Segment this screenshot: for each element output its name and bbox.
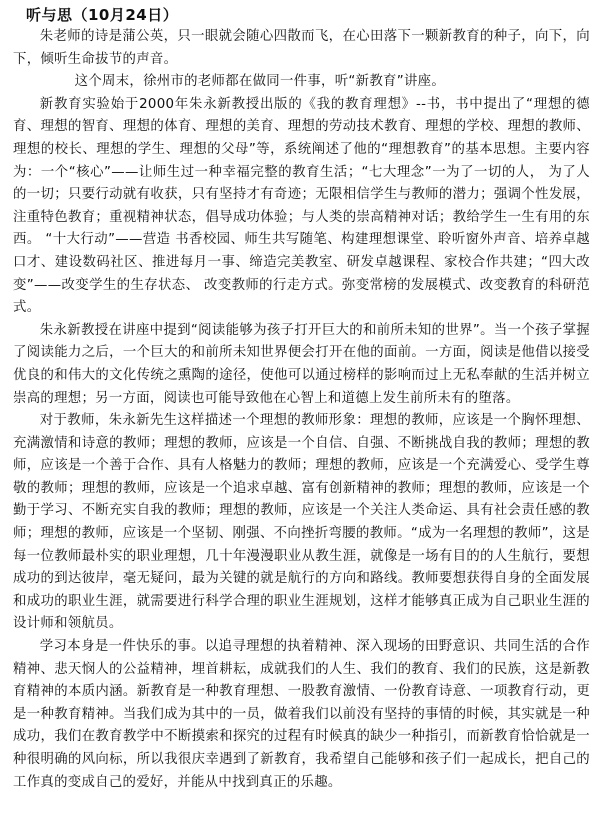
paragraph-4: 朱永新教授在讲座中提到“阅读能够为孩子打开巨大的和前所未知的世界”。当一个孩子掌握了阅读能力之后，一个巨大的和前所未知世界便会打开在他的面前。一方面，阅读是他借以接受优良的和伟大的文化传统之熏陶的途径，使他可以通过榜样的影响而过上无私奉献的生活并树立崇高的理想；另一方面，阅读也可能导致他在心智上和道德上发生前所未有的堕落。 bbox=[13, 322, 590, 406]
paragraph-3: 新教育实验始于2000年朱永新教授出版的《我的教育理想》--书，书中提出了“理想的德育、理想的智育、理想的体育、理想的美育、理想的劳动技术教育、理想的学校、理想的教师、理想的校长、理想的学生、理想的父母”等，系统阐述了他的“理想教育”的基本思想。主要内容为：一个“核心”——让师生过一种幸福完整的教育生活；“七大理念”一为了一切的人， 为了人的一切；只要行动就有收获，只有坚持才有奇迹；无限相信学生与教师的潜力；强调个性发展，注重特色教育；重视精神状态，倡导成功体验；与人类的崇高精神对话；教给学生一生有用的东西。 “十大行动”——营造 书香校园、师生共写随笔、构建理想课堂、聆听窗外声音、培养卓越口才、建设数码社区、推进每月一事、缔造完美教室、研发卓越课程、家校合作共建；“四大改变”——改变学生的生存状态、 改变教师的行走方式。弥变常榜的发展模式、改变教育的科研范式。 bbox=[13, 96, 590, 316]
paragraph-6: 学习本身是一件快乐的事。以追寻理想的执着精神、深入现场的田野意识、共同生活的合作精神、悲天悯人的公益精神，埋首耕耘，成就我们的人生、我们的教育、我们的民族，这是新教育精神的本质内涵。新教育是一种教育理想、一股教育激情、一份教育诗意、一项教育行动，更是一种教育精神。当我们成为其中的一员，做着我们以前没有坚持的事情的时候，其实就是一种成功，我们在教育教学中不断摸索和探究的过程有时候真的缺少一种指引，而新教育恰恰就是一种很明确的风向标，所以我很庆幸遇到了新教育，我希望自己能够和孩子们一起成长，把自己的工作真的变成自己的爱好，并能从中找到真正的乐趣。 bbox=[13, 639, 590, 790]
paragraph-2: 这个周末，徐州市的老师都在做同一件事，听“新教育”讲座。 bbox=[74, 74, 446, 90]
paragraph-5: 对于教师，朱永新先生这样描述一个理想的教师形象：理想的教师，应该是一个胸怀理想、充满激情和诗意的教师；理想的教师，应该是一个自信、自强、不断挑战自我的教师；理想的教师，应该是一个善于合作、具有人格魅力的教师；理想的教师，应该是一个充满爱心、受学生尊敬的教师；理想的教师，应该是一个追求卓越、富有创新精神的教师；理想的教师，应该是一个勤于学习、不断充实自我的教师；理想的教师，应该是一个关注人类命运、具有社会责任感的教师；理想的教师，应该是一个坚韧、刚强、不向挫折弯腰的教师。“成为一名理想的教师”，这是每一位教师最朴实的职业理想，几十年漫漫职业从教生涯，就像是一场有目的的人生航行，要想成功的到达彼岸，毫无疑问，最为关键的就是航行的方向和路线。教师要想获得自身的全面发展和成功的职业生涯，就需要进行科学合理的职业生涯规划，这样才能够真正成为自己职业生涯的设计师和领航员。 bbox=[13, 413, 590, 632]
document-title: 听与思（10月24日） bbox=[26, 6, 179, 24]
paragraph-1: 朱老师的诗是蒲公英，只一眼就会随心四散而飞，在心田落下一颗新教育的种子，向下，向下，倾听生命拔节的声音。 bbox=[13, 29, 590, 67]
